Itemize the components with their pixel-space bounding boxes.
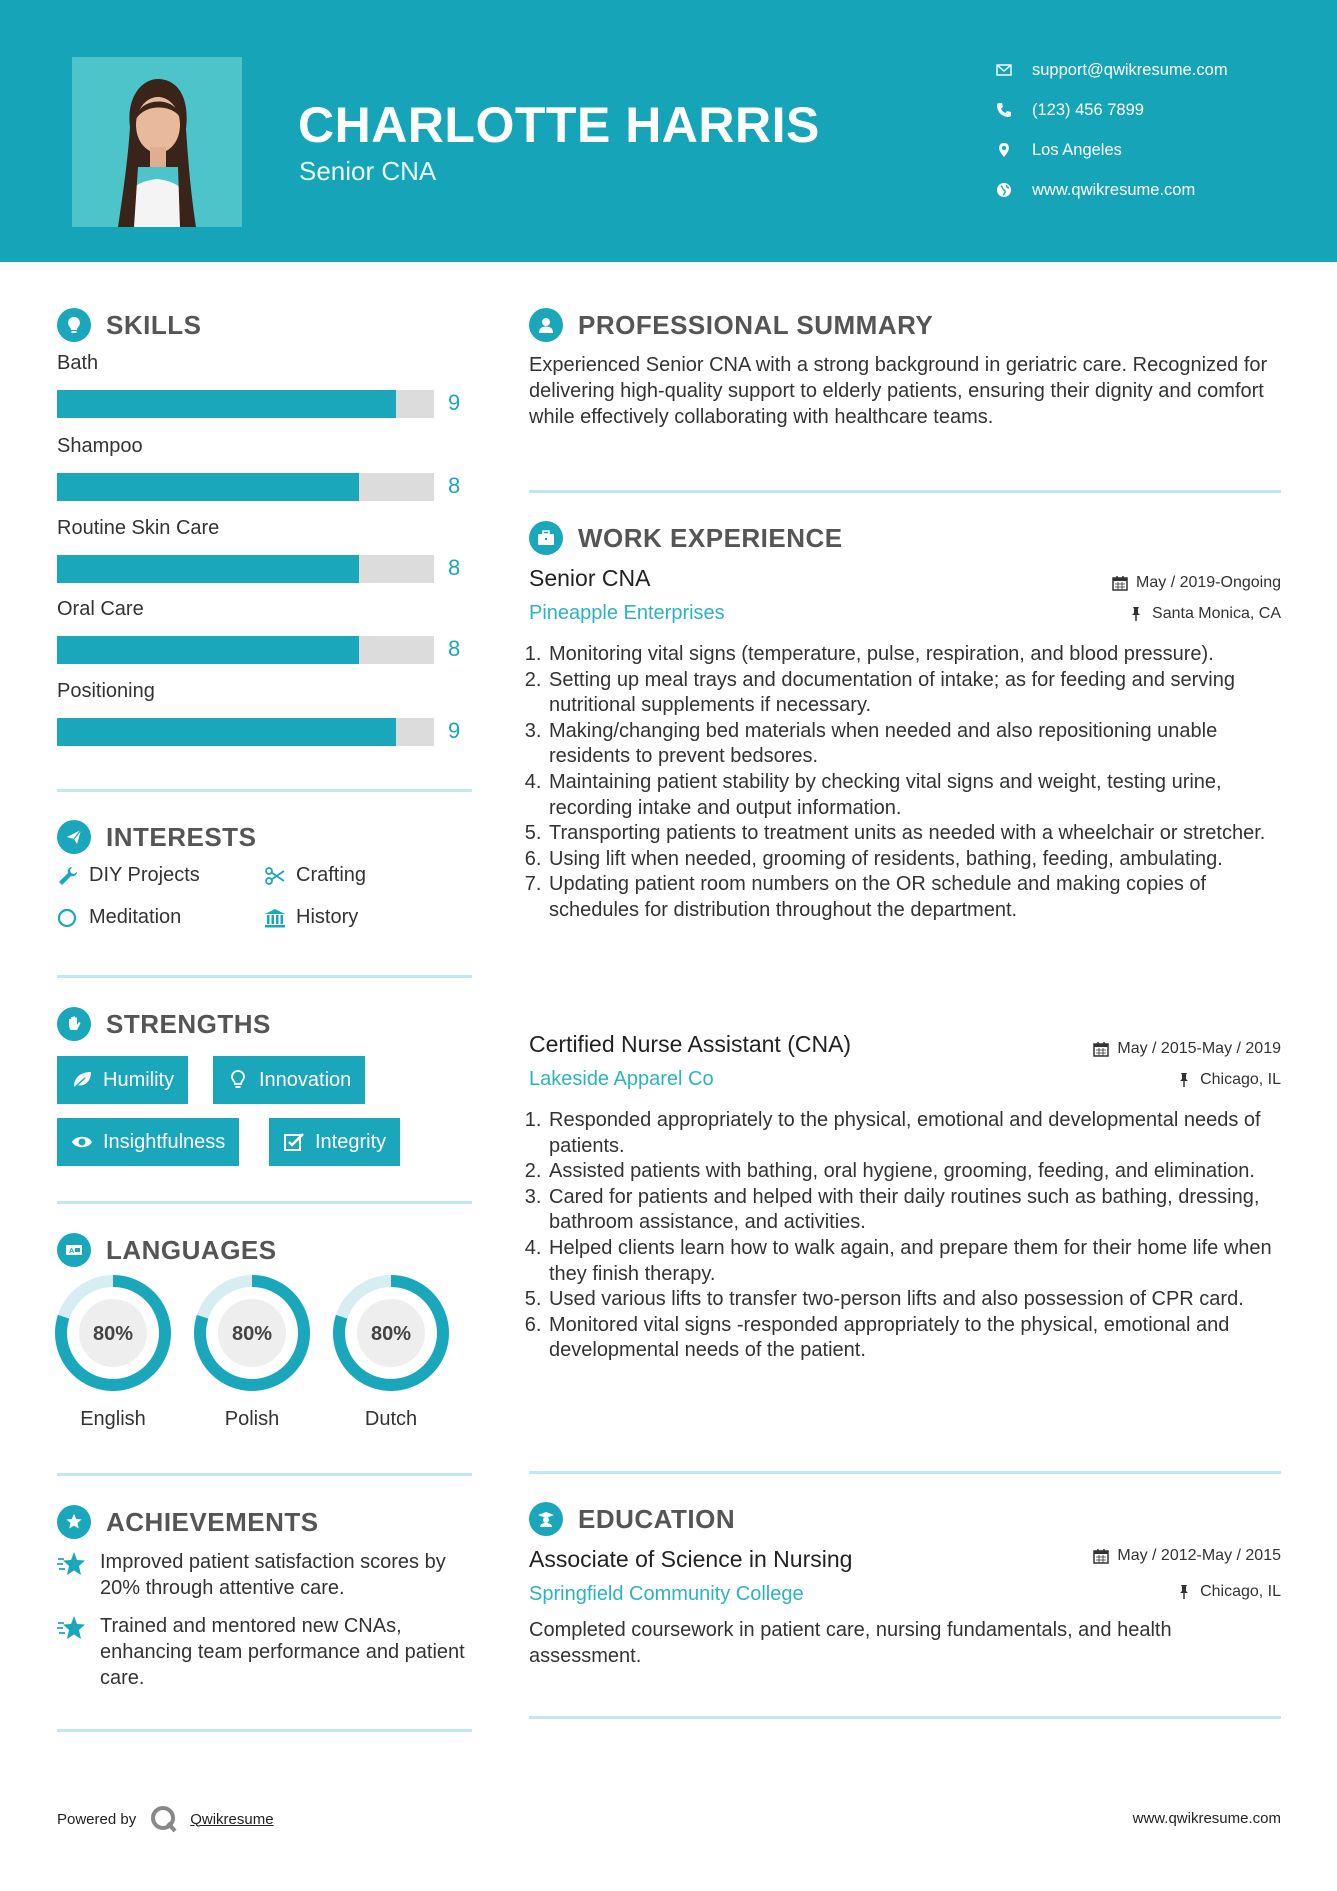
contact-email[interactable] [996, 50, 1326, 90]
skill-name: Routine Skin Care [57, 517, 220, 539]
section-divider [57, 1729, 472, 1732]
section-divider [57, 789, 472, 792]
skill-bar [57, 636, 434, 664]
degree-title: Associate of Science in Nursing [529, 1546, 853, 1572]
contact-location-text: Los Angeles [1032, 140, 1122, 159]
job-title: Senior CNA [529, 565, 651, 591]
resume-header [0, 0, 1337, 262]
leaf-icon [71, 1069, 93, 1091]
job-dates [1093, 1040, 1281, 1058]
strength-badge [57, 1118, 239, 1166]
skills-title: SKILLS [106, 309, 202, 340]
globe-icon [996, 182, 1032, 198]
phone-icon [996, 102, 1032, 118]
skill-item [57, 435, 472, 498]
job-title: Certified Nurse Assistant (CNA) [529, 1031, 852, 1057]
contact-website[interactable] [996, 170, 1326, 210]
job-duty: 3. Making/changing bed materials when needed and also repositioning unable residents to prevent bedsores. [547, 719, 1289, 770]
company-name: Lakeside Apparel Co [529, 1068, 714, 1090]
job-location-text: Santa Monica, CA [1152, 605, 1281, 622]
language-percent: 80% [231, 1323, 273, 1345]
job-duty: 3. Cared for patients and helped with their daily routines such as bathing, dressing, bathroom assistance, and activities. [547, 1185, 1289, 1236]
section-divider [529, 1471, 1281, 1474]
school-name: Springfield Community College [529, 1583, 804, 1605]
skill-value: 8 [448, 636, 461, 661]
skill-bar [57, 473, 434, 501]
calendar-icon [1093, 1041, 1109, 1057]
eye-icon [71, 1131, 93, 1153]
candidate-title: Senior CNA [299, 156, 437, 186]
bank-icon [264, 907, 296, 929]
job-dates-text: May / 2015-May / 2019 [1117, 1040, 1281, 1057]
skill-item [57, 352, 472, 415]
achievement-item [57, 1549, 477, 1601]
language-icon [57, 1233, 91, 1267]
brand-link[interactable]: Qwikresume [190, 1810, 274, 1828]
calendar-icon [1112, 575, 1128, 591]
skill-value: 9 [448, 390, 461, 415]
interest-label: History [296, 906, 359, 928]
job-duty: 5. Transporting patients to treatment units as needed with a wheelchair or stretcher. [547, 821, 1289, 847]
skill-name: Oral Care [57, 598, 144, 620]
job-duties-list [529, 1108, 1289, 1364]
experience-heading [529, 521, 843, 555]
skill-bar [57, 390, 434, 418]
skill-value: 8 [448, 473, 461, 498]
skill-item [57, 598, 472, 661]
strength-label: Humility [103, 1068, 175, 1091]
section-divider [57, 975, 472, 978]
contact-email-text: support@qwikresume.com [1032, 60, 1228, 79]
section-divider [57, 1201, 472, 1204]
pushpin-icon [1176, 1072, 1192, 1088]
contact-list [996, 50, 1326, 210]
strength-label: Insightfulness [103, 1130, 226, 1153]
job-dates [1112, 574, 1281, 592]
job-duty: 1. Responded appropriately to the physical, emotional and developmental needs of patients. [547, 1108, 1289, 1159]
achievements-title: ACHIEVEMENTS [106, 1506, 319, 1537]
strengths-heading [57, 1007, 271, 1041]
language-name: Dutch [364, 1408, 418, 1430]
language-percent: 80% [370, 1323, 412, 1345]
language-ring [54, 1274, 172, 1392]
job-dates-text: May / 2019-Ongoing [1136, 574, 1281, 591]
skill-bar [57, 555, 434, 583]
star-icon [57, 1549, 100, 1601]
strengths-title: STRENGTHS [106, 1008, 271, 1039]
language-name: English [80, 1408, 146, 1430]
skill-name: Positioning [57, 680, 155, 702]
company-name: Pineapple Enterprises [529, 602, 725, 624]
skill-name: Shampoo [57, 435, 143, 457]
star-icon [57, 1613, 100, 1691]
candidate-name: CHARLOTTE HARRIS [298, 97, 820, 153]
interests-heading [57, 820, 256, 854]
education-location-text: Chicago, IL [1200, 1583, 1281, 1600]
strength-badge [269, 1118, 400, 1166]
interest-item [57, 906, 181, 929]
education-description: Completed coursework in patient care, nursing fundamentals, and health assessment. [529, 1619, 1172, 1667]
pushpin-icon [1176, 1584, 1192, 1600]
job-duty: 2. Setting up meal trays and documentation of intake; as for feeding and serving nutritional supplements if necessary. [547, 668, 1289, 719]
language-item [193, 1274, 311, 1431]
skill-bar-fill [57, 390, 396, 418]
skills-heading [57, 308, 201, 342]
envelope-icon [996, 62, 1032, 78]
skill-bar [57, 718, 434, 746]
achievement-text: Improved patient satisfaction scores by 20% through attentive care. [100, 1551, 446, 1599]
job-duty: 5. Used various lifts to transfer two-person lifts and also possession of CPR card. [547, 1287, 1289, 1313]
interest-label: Crafting [296, 864, 367, 886]
contact-phone-text: (123) 456 7899 [1032, 100, 1144, 119]
job-duty: 6. Monitored vital signs -responded appropriately to the physical, emotional and developmental needs of the patient. [547, 1313, 1289, 1364]
language-ring [193, 1274, 311, 1392]
summary-title: PROFESSIONAL SUMMARY [578, 309, 934, 340]
education-dates [1093, 1547, 1281, 1565]
achievement-item [57, 1613, 477, 1691]
job-duty: 1. Monitoring vital signs (temperature, pulse, respiration, and blood pressure). [547, 642, 1289, 668]
languages-title: LANGUAGES [106, 1234, 277, 1265]
contact-website-text: www.qwikresume.com [1032, 180, 1196, 199]
skill-bar-fill [57, 636, 359, 664]
job-duty: 4. Maintaining patient stability by checking vital signs and weight, testing urine, recording intake and output information. [547, 770, 1289, 821]
wrench-icon [57, 865, 89, 887]
user-icon [529, 308, 563, 342]
skill-value: 8 [448, 555, 461, 580]
strength-label: Innovation [259, 1068, 352, 1091]
education-dates-text: May / 2012-May / 2015 [1117, 1547, 1281, 1564]
strength-badge [57, 1056, 188, 1104]
contact-phone[interactable] [996, 90, 1326, 130]
job-duty: 4. Helped clients learn how to walk again, and prepare them for their home life when they finish therapy. [547, 1236, 1289, 1287]
interest-label: DIY Projects [89, 864, 200, 886]
svg-text:A: A [69, 1248, 75, 1255]
language-ring [332, 1274, 450, 1392]
job-location [1176, 1071, 1281, 1089]
language-item [54, 1274, 172, 1431]
interest-label: Meditation [89, 906, 182, 928]
interest-item [264, 864, 366, 887]
job-duty: 7. Updating patient room numbers on the OR schedule and making copies of schedules for distribution throughout the department. [547, 872, 1289, 923]
strength-badge [213, 1056, 365, 1104]
skill-bar-fill [57, 555, 359, 583]
footer-powered-by [57, 1805, 274, 1833]
section-divider [529, 1716, 1281, 1719]
skill-item [57, 680, 472, 743]
languages-heading [57, 1233, 277, 1267]
skill-bar-fill [57, 473, 359, 501]
summary-text: Experienced Senior CNA with a strong background in geriatric care. Recognized for delivering high-quality support to elderly patients, ensuring their dignity and comfort while effectively collaborating with healthcare teams. [529, 354, 1268, 428]
experience-title: WORK EXPERIENCE [578, 522, 843, 553]
job-location-text: Chicago, IL [1200, 1071, 1281, 1088]
section-divider [529, 490, 1281, 493]
language-item [332, 1274, 450, 1431]
education-heading [529, 1502, 735, 1536]
briefcase-icon [529, 521, 563, 555]
job-location [1128, 605, 1281, 623]
education-title: EDUCATION [578, 1503, 736, 1534]
graduate-icon [529, 1502, 563, 1536]
star-badge-icon [57, 1505, 91, 1539]
lightbulb-icon [57, 308, 91, 342]
interest-item [57, 864, 200, 887]
powered-by-text: Powered by [57, 1810, 137, 1828]
calendar-icon [1093, 1548, 1109, 1564]
section-divider [57, 1473, 472, 1476]
qwikresume-logo-icon [150, 1805, 178, 1833]
summary-heading [529, 308, 933, 342]
checkbox-icon [283, 1131, 305, 1153]
language-name: Polish [224, 1408, 280, 1430]
achievements-heading [57, 1505, 319, 1539]
skill-item [57, 517, 472, 580]
circle-icon [57, 907, 89, 929]
interest-item [264, 906, 358, 929]
skill-bar-fill [57, 718, 396, 746]
profile-photo-illustration [72, 57, 242, 227]
contact-location [996, 130, 1326, 170]
education-location [1176, 1583, 1281, 1601]
strength-label: Integrity [315, 1130, 387, 1153]
achievement-text: Trained and mentored new CNAs, enhancing team performance and patient care. [100, 1615, 465, 1689]
scissors-icon [264, 865, 296, 887]
profile-photo [72, 57, 242, 227]
language-percent: 80% [92, 1323, 134, 1345]
interests-title: INTERESTS [106, 821, 257, 852]
job-duties-list [529, 642, 1289, 924]
hand-icon [57, 1007, 91, 1041]
footer-website[interactable]: www.qwikresume.com [1132, 1810, 1281, 1827]
skill-name: Bath [57, 352, 99, 374]
skill-value: 9 [448, 718, 461, 743]
map-pin-icon [996, 142, 1032, 158]
pushpin-icon [1128, 606, 1144, 622]
lightbulb-icon [227, 1069, 249, 1091]
paper-plane-icon [57, 820, 91, 854]
job-duty: 2. Assisted patients with bathing, oral hygiene, grooming, feeding, and elimination. [547, 1159, 1289, 1185]
job-duty: 6. Using lift when needed, grooming of residents, bathing, feeding, ambulating. [547, 847, 1289, 873]
